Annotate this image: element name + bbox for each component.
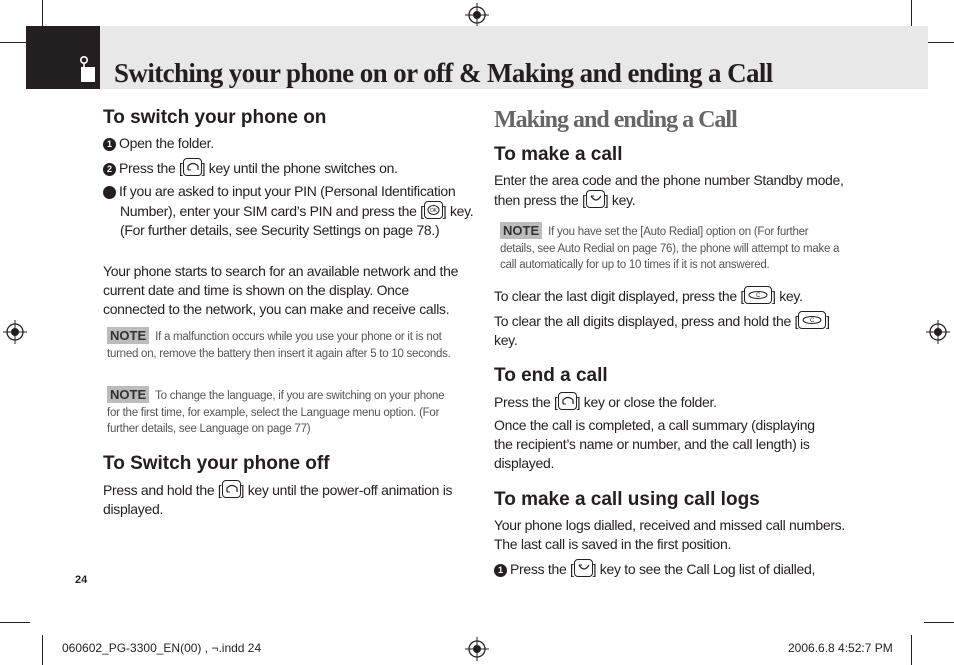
step-text: Press the [ [510, 561, 574, 577]
crop-mark [0, 622, 30, 623]
crop-mark [911, 635, 912, 665]
paragraph-text: To clear the last digit displayed, press the [ [494, 288, 745, 304]
note-badge: NOTE [107, 386, 149, 403]
step-text: If you are asked to input your PIN (Personal Identification Number), enter your SIM card’s PIN and press the [ [119, 183, 456, 219]
paragraph-text: Press and hold the [ [103, 482, 222, 498]
list-item [103, 158, 463, 178]
section-title: Making and ending a Call [494, 107, 737, 133]
step-text: ] key to see the Call Log list of dialled, [592, 561, 816, 577]
paragraph-text: ] key until the power-off animation is displayed. [103, 482, 453, 517]
paragraph-text: Press the [ [494, 394, 558, 410]
paragraph [494, 392, 854, 412]
paragraph-text: ] key or close the folder. [576, 394, 717, 410]
svg-text:C: C [810, 318, 815, 324]
paragraph-text: To clear the all digits displayed, press and hold the [ [494, 313, 799, 329]
paragraph [103, 480, 463, 519]
crop-mark [42, 635, 43, 665]
step-text: ] key until the phone switches on. [201, 160, 398, 176]
page-title: Switching your phone on or off & Making and ending a Call [114, 58, 773, 88]
svg-text:OK: OK [429, 208, 437, 214]
send-key-icon [586, 190, 605, 208]
ok-key-icon [424, 201, 443, 219]
crop-mark [924, 42, 954, 43]
list-item [98, 182, 480, 240]
list-item [494, 559, 854, 579]
step-text: ] key. (For further details, see Security Settings on page 78.) [120, 203, 474, 238]
paragraph [494, 311, 839, 350]
step-number: 3 [103, 186, 116, 199]
heading-call-logs: To make a call using call logs [494, 489, 760, 510]
paragraph [494, 286, 854, 306]
crop-mark [924, 622, 954, 623]
page-number: 24 [75, 574, 88, 586]
clear-key-icon [798, 311, 826, 329]
footer-datetime: 2006.6.8 4:52:7 PM [788, 641, 893, 655]
step-number: 1 [494, 564, 507, 577]
note-badge: NOTE [500, 222, 542, 239]
end-key-icon [558, 392, 577, 410]
footer-file: 060602_PG-3300_EN(00) , ¬.indd 24 [62, 641, 262, 655]
paragraph-text: ] key. [604, 192, 636, 208]
note-text: If a malfunction occurs while you use your phone or it is not turned on, remove the battery then insert it again after 5 to 10 seconds. [107, 331, 451, 360]
clear-key-icon [744, 286, 772, 304]
paragraph: Your phone logs dialled, received and missed call numbers. The last call is saved in the first position. [494, 517, 845, 552]
step-number: 2 [103, 163, 116, 176]
note [107, 386, 452, 438]
step-text: Open the folder. [119, 135, 214, 151]
heading-end-call: To end a call [494, 365, 608, 386]
heading-switch-on: To switch your phone on [103, 107, 327, 128]
step-number: 1 [103, 138, 116, 151]
paragraph: Your phone starts to search for an available network and the current date and time is shown on the display. Once connected to the network, you can make and receive calls. [103, 263, 459, 317]
note [107, 327, 452, 362]
note-badge: NOTE [107, 327, 149, 344]
registration-mark-icon [465, 3, 489, 27]
list-item [103, 134, 463, 153]
note-text: If you have set the [Auto Redial] option on (For further details, see Auto Redial on page 76), the phone will attempt to make a call automatically for up to 10 times if it is not answered. [500, 226, 840, 271]
heading-switch-off: To Switch your phone off [103, 453, 330, 474]
registration-mark-icon [3, 320, 27, 344]
paragraph [494, 171, 854, 210]
paragraph: Once the call is completed, a call summary (displaying the recipient’s name or number, and the call length) is displayed. [494, 417, 815, 471]
note [500, 222, 840, 274]
end-key-icon [183, 158, 202, 176]
paragraph-text: Enter the area code and the phone number Standby mode, then press the [ [494, 172, 844, 208]
registration-mark-icon [465, 637, 489, 661]
registration-mark-icon [926, 320, 950, 344]
paragraph-text: ] key. [494, 313, 830, 348]
step-text: Press the [ [119, 160, 183, 176]
svg-text:C: C [756, 293, 761, 299]
note-text: To change the language, if you are switching on your phone for the first time, for example, select the Language menu option. (For further details, see Language on page 77) [107, 390, 445, 435]
end-key-icon [222, 480, 241, 498]
paragraph-text: ] key. [772, 288, 803, 304]
send-key-icon [574, 559, 593, 577]
phone-icon [77, 55, 99, 83]
heading-make-call: To make a call [494, 144, 623, 165]
